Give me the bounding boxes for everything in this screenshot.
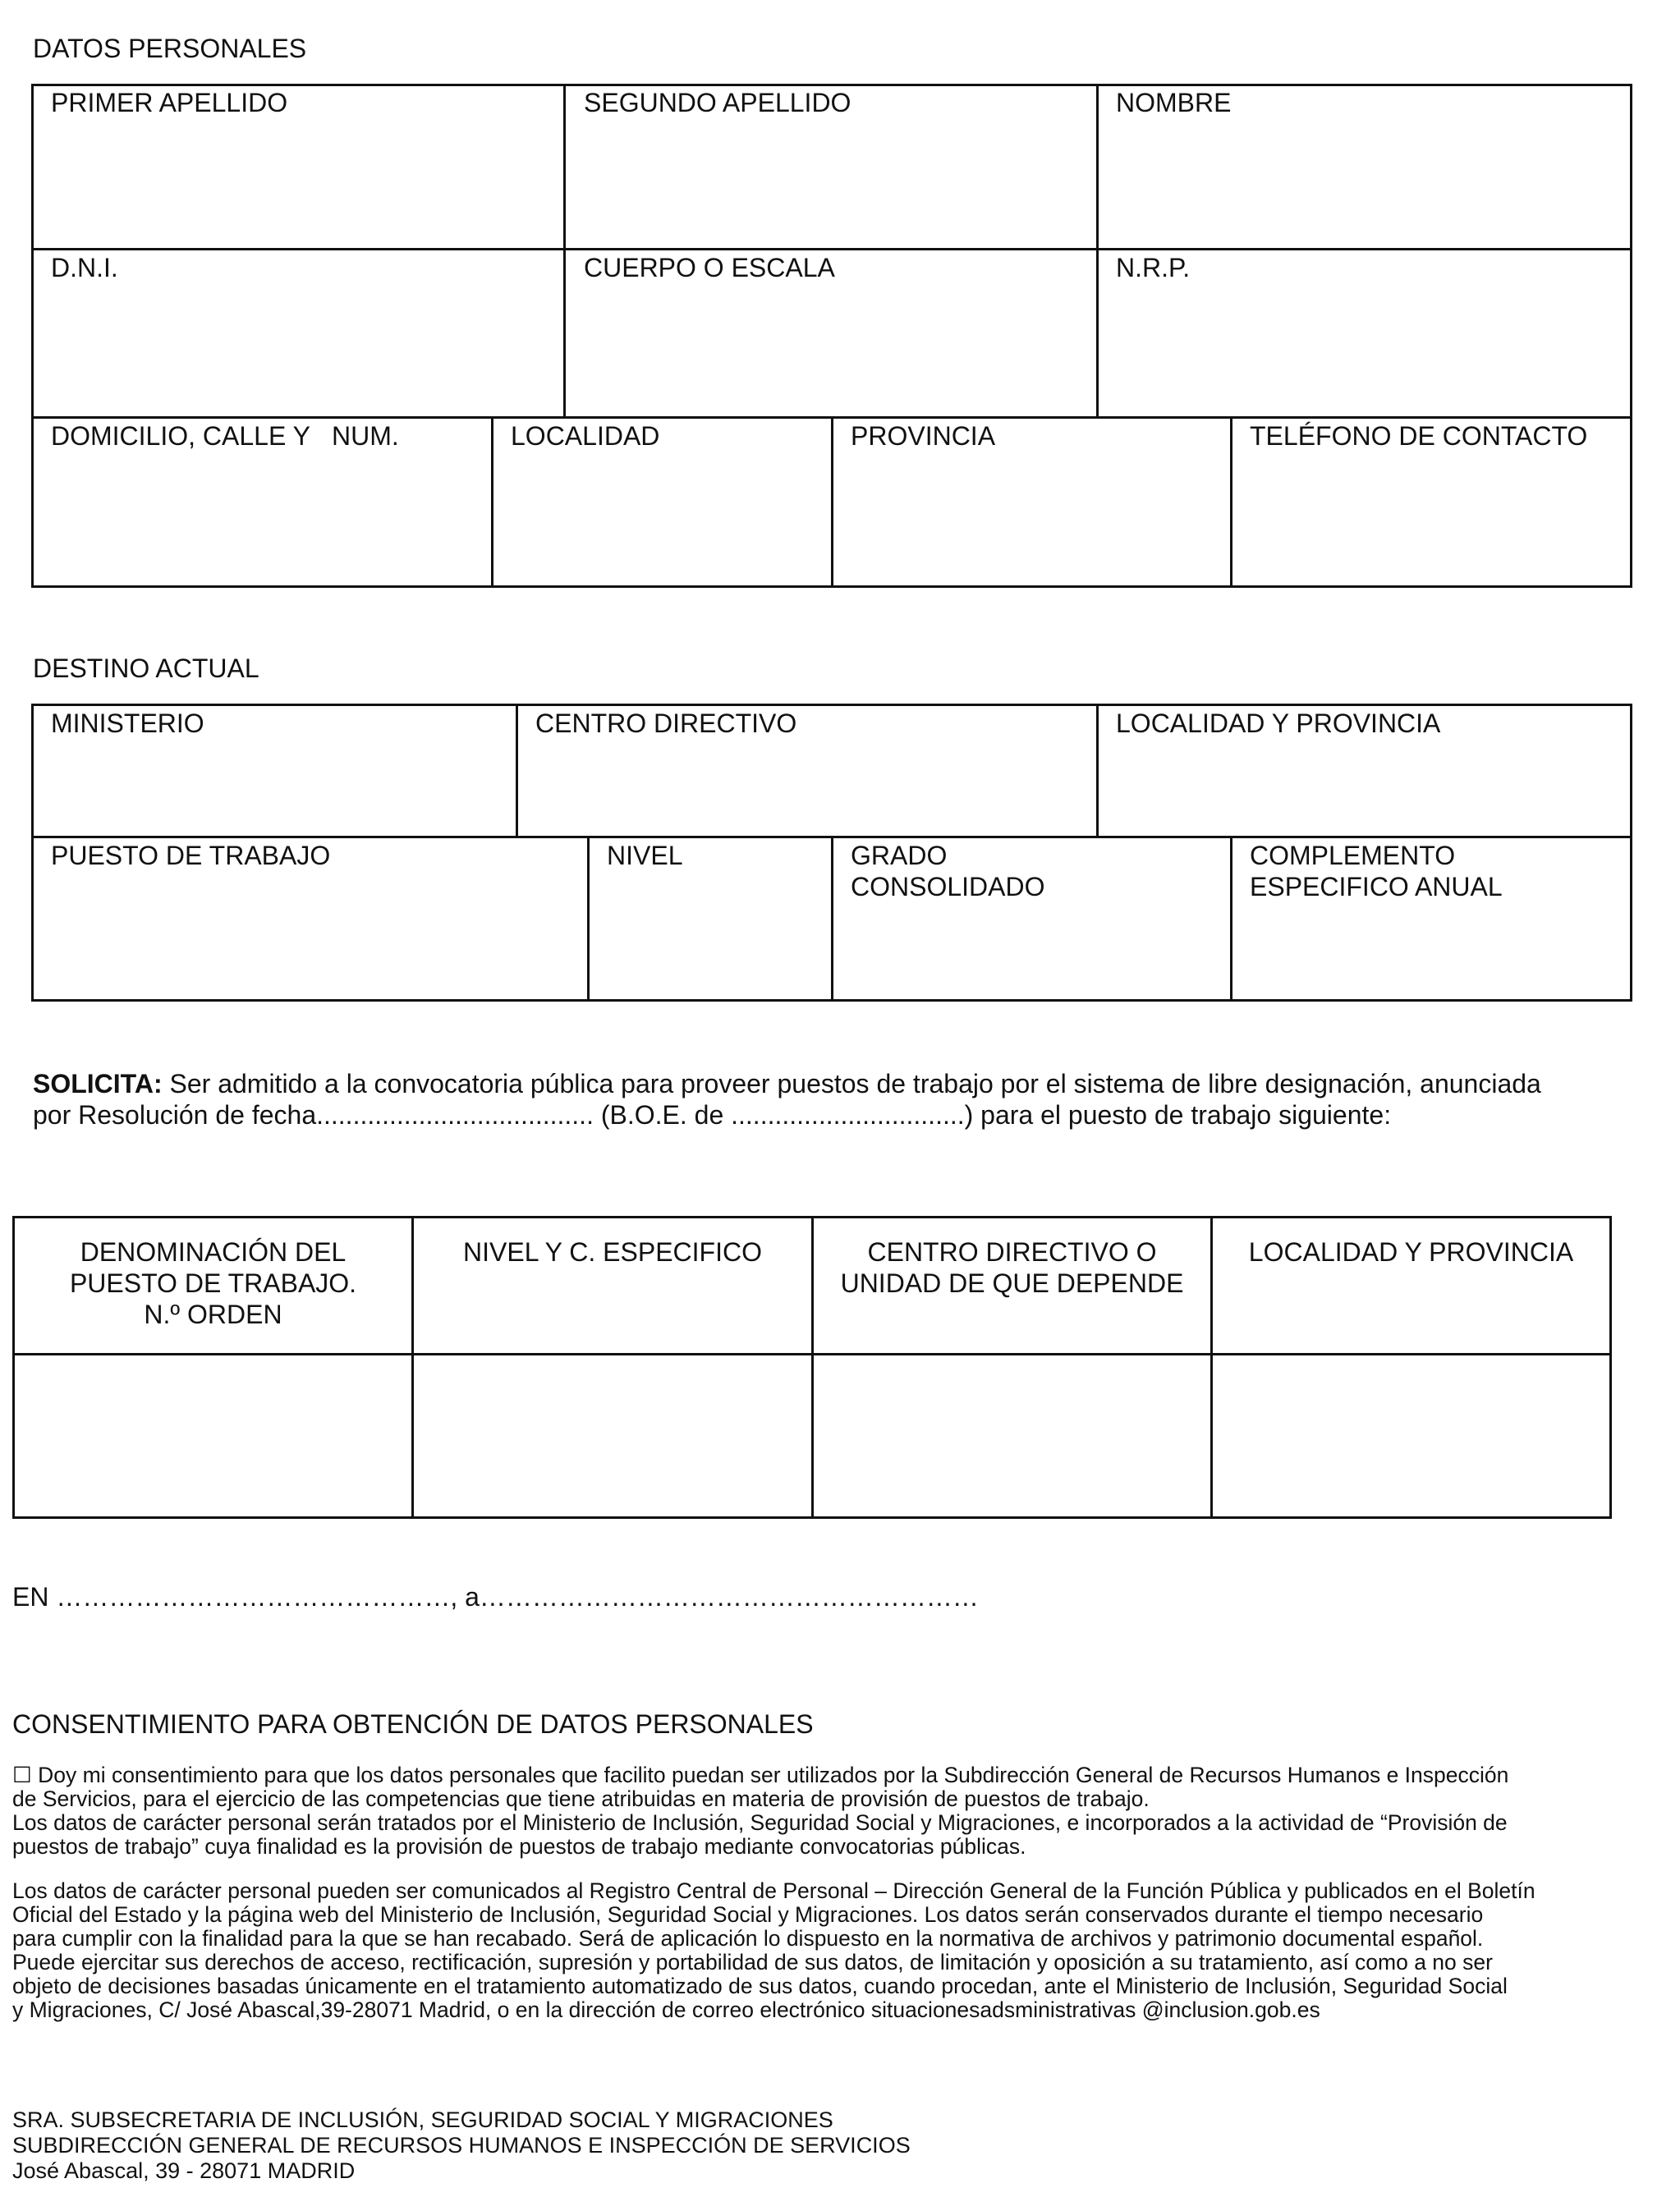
- consent-heading: CONSENTIMIENTO PARA OBTENCIÓN DE DATOS PERSONALES: [12, 1709, 814, 1739]
- consent-line: objeto de decisiones basadas únicamente en el tratamiento automatizado de sus datos, cuando procedan, ante el Ministerio de Inclusión, Seguridad Social: [12, 1974, 1508, 1998]
- recipient-line: SRA. SUBSECRETARIA DE INCLUSIÓN, SEGURIDAD SOCIAL Y MIGRACIONES: [12, 2107, 833, 2132]
- consent-line: [12, 1763, 1659, 1787]
- header-text: LOCALIDAD Y PROVINCIA: [1248, 1237, 1574, 1267]
- divider: [1230, 416, 1232, 587]
- field-complemento-especifico[interactable]: COMPLEMENTO: [1250, 841, 1456, 870]
- consent-paragraph-2: [12, 1879, 1659, 2022]
- header-text: CENTRO DIRECTIVO O: [867, 1237, 1157, 1267]
- field-nivel[interactable]: NIVEL: [607, 841, 683, 870]
- checkbox-icon[interactable]: ☐: [12, 1763, 32, 1787]
- divider: [1096, 704, 1099, 837]
- header-text: DENOMINACIÓN DEL: [80, 1237, 347, 1267]
- section-heading-datos-personales: DATOS PERSONALES: [33, 34, 307, 63]
- consent-line: Puede ejercitar sus derechos de acceso, rectificación, supresión y portabilidad de sus datos, de limitación y oposición a su tratamiento, así como a no ser: [12, 1950, 1493, 1974]
- consent-line: y Migraciones, C/ José Abascal,39-28071 Madrid, o en la dirección de correo electrónico situacionesadsministrativas @inclusion.gob.es: [12, 1997, 1320, 2022]
- solicita-text: Ser admitido a la convocatoria pública para proveer puestos de trabajo por el sistema de libre designación, anunciada: [162, 1069, 1541, 1098]
- table-cell-denominacion[interactable]: [15, 1355, 411, 1516]
- field-localidad-provincia[interactable]: LOCALIDAD Y PROVINCIA: [1116, 709, 1441, 738]
- recipient-line: José Abascal, 39 - 28071 MADRID: [12, 2158, 356, 2183]
- field-primer-apellido[interactable]: PRIMER APELLIDO: [51, 88, 288, 117]
- consent-line: de Servicios, para el ejercicio de las competencias que tiene atribuidas en materia de provisión de puestos de trabajo.: [12, 1786, 1150, 1811]
- field-telefono-contacto[interactable]: TELÉFONO DE CONTACTO: [1250, 421, 1588, 451]
- field-centro-directivo[interactable]: CENTRO DIRECTIVO: [535, 709, 797, 738]
- divider: [31, 248, 1632, 250]
- field-localidad[interactable]: LOCALIDAD: [511, 421, 660, 451]
- field-grado-consolidado-line2: CONSOLIDADO: [851, 872, 1045, 901]
- field-domicilio[interactable]: DOMICILIO, CALLE Y NUM.: [51, 421, 399, 451]
- consent-line: Los datos de carácter personal pueden ser comunicados al Registro Central de Personal – Dirección General de la Función Pública y publicados en el Boletín: [12, 1878, 1535, 1903]
- recipient-line: SUBDIRECCIÓN GENERAL DE RECURSOS HUMANOS E INSPECCIÓN DE SERVICIOS: [12, 2133, 911, 2158]
- field-dni[interactable]: D.N.I.: [51, 253, 118, 282]
- divider: [563, 84, 566, 417]
- solicita-line-1: [33, 1068, 1541, 1099]
- field-nombre[interactable]: NOMBRE: [1116, 88, 1232, 117]
- field-cuerpo-escala[interactable]: CUERPO O ESCALA: [584, 253, 835, 282]
- header-text: PUESTO DE TRABAJO.: [69, 1268, 357, 1298]
- field-nrp[interactable]: N.R.P.: [1116, 253, 1191, 282]
- table-header-localidad-provincia: [1213, 1236, 1609, 1268]
- field-provincia[interactable]: PROVINCIA: [851, 421, 996, 451]
- consent-line: para cumplir con la finalidad para la que se han recabado. Será de aplicación lo dispuesto en la normativa de archivos y patrimonio documental español.: [12, 1926, 1484, 1951]
- field-segundo-apellido[interactable]: SEGUNDO APELLIDO: [584, 88, 851, 117]
- header-text: NIVEL Y C. ESPECIFICO: [463, 1237, 762, 1267]
- table-cell-centro-directivo[interactable]: [814, 1355, 1210, 1516]
- field-grado-consolidado[interactable]: GRADO: [851, 841, 948, 870]
- consent-line: Oficial del Estado y la página web del Ministerio de Inclusión, Seguridad Social y Migraciones. Los datos serán conservados durante el tiempo necesario: [12, 1902, 1484, 1927]
- recipient-address: [12, 2107, 911, 2184]
- table-cell-nivel[interactable]: [414, 1355, 811, 1516]
- consent-text: Doy mi consentimiento para que los datos personales que facilito puedan ser utilizados por la Subdirección General de Recursos Humanos e Inspección: [31, 1763, 1509, 1787]
- table-header-centro-directivo: [814, 1236, 1210, 1299]
- header-text: N.º ORDEN: [144, 1300, 282, 1329]
- table-header-denominacion: [15, 1236, 411, 1330]
- field-puesto-trabajo[interactable]: PUESTO DE TRABAJO: [51, 841, 331, 870]
- divider: [491, 416, 493, 587]
- section-heading-destino-actual: DESTINO ACTUAL: [33, 654, 259, 683]
- consent-paragraph-1: [12, 1763, 1659, 1859]
- solicita-line-2: por Resolución de fecha...................................... (B.O.E. de ................................) para el puesto de trabajo siguiente:: [33, 1100, 1392, 1130]
- solicita-label: SOLICITA:: [33, 1069, 163, 1098]
- consent-line: puestos de trabajo” cuya finalidad es la provisión de puestos de trabajo mediante convocatorias públicas.: [12, 1834, 1026, 1859]
- divider: [831, 836, 833, 1000]
- divider: [1096, 84, 1099, 417]
- divider: [1230, 836, 1232, 1000]
- divider: [516, 704, 518, 837]
- field-ministerio[interactable]: MINISTERIO: [51, 709, 204, 738]
- field-complemento-especifico-line2: ESPECIFICO ANUAL: [1250, 872, 1503, 901]
- lugar-fecha-line: EN ………………………………………, a…………………………………………………: [12, 1582, 979, 1612]
- divider: [587, 836, 590, 1000]
- header-text: UNIDAD DE QUE DEPENDE: [840, 1268, 1184, 1298]
- divider: [831, 416, 833, 587]
- consent-line: Los datos de carácter personal serán tratados por el Ministerio de Inclusión, Seguridad Social y Migraciones, e incorporados a la actividad de “Provisión de: [12, 1810, 1508, 1835]
- table-header-nivel: [414, 1236, 811, 1268]
- table-cell-localidad-provincia[interactable]: [1213, 1355, 1609, 1516]
